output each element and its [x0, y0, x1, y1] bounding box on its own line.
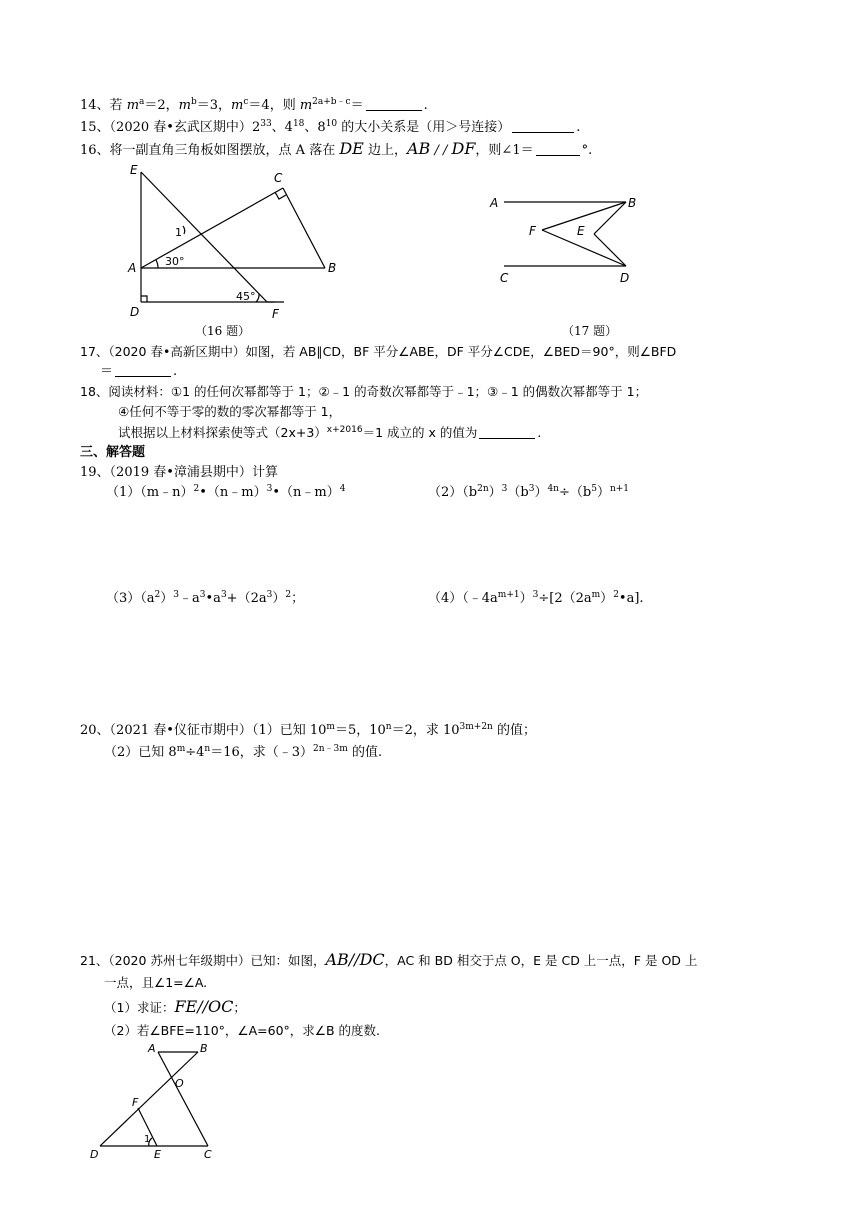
answer-blank[interactable]	[366, 96, 422, 111]
question-21: 21、（2020 苏州七年级期中）已知：如图，AB//DC，AC 和 BD 相交于点 O，E 是 CD 上一点，F 是 OD 上	[80, 950, 698, 969]
question-21-part-2: （2）若∠BFE=110°，∠A=60°，求∠B 的度数.	[104, 1023, 381, 1038]
question-17-line2: ＝ .	[100, 364, 178, 379]
question-21-part-1: （1）求证：FE//OC；	[104, 997, 246, 1016]
label-30deg: 30°	[165, 255, 185, 268]
answer-blank[interactable]	[115, 362, 171, 377]
figure-17	[486, 190, 646, 286]
question-20: 20、（2021 春•仪征市期中）（1）已知 $10^m=5$，$10^n=2$，求 $10^{3m+2n}$ 的值；	[80, 722, 536, 738]
label-a: A	[128, 261, 137, 275]
label-d: D	[90, 1148, 99, 1161]
label-a: A	[148, 1042, 156, 1055]
answer-blank[interactable]	[479, 424, 535, 439]
question-19-part-2: $(2)(b^{2n})^3(b^3)^{4n}\div(b^5)^{n+1}$	[428, 484, 630, 500]
label-f: F	[529, 224, 536, 238]
question-18-line2: ④任何不等于零的数的零次幂都等于 1，	[118, 404, 342, 419]
label-c: C	[500, 271, 509, 285]
label-angle-1: 1	[144, 1134, 151, 1145]
label-e: E	[577, 224, 585, 238]
label-45deg: 45°	[236, 290, 256, 303]
label-c: C	[274, 171, 283, 185]
question-15: 15、（2020 春•玄武区期中）$2^{33}$、$4^{18}$、$8^{10}$ 的大小关系是（用＞号连接） .	[80, 119, 581, 135]
figure-21	[86, 1040, 226, 1164]
label-f: F	[272, 307, 279, 321]
label-d: D	[620, 271, 630, 285]
figure-16-lines	[140, 158, 340, 320]
label-angle-1: 1	[175, 226, 182, 239]
label-b: B	[628, 196, 637, 210]
label-d: D	[130, 305, 140, 319]
caption-16: （16 题）	[195, 324, 251, 338]
label-b: B	[328, 261, 337, 275]
question-14: 14、若 $m^a=2$，$m^b=3$，$m^c=4$，则 $m^{2a+b﹣c}=$ .	[80, 97, 428, 113]
question-19-part-1: （1）（m﹣n）$^2$•（n﹣m）$^3$•（n﹣m）$^4$	[106, 484, 346, 500]
answer-blank[interactable]	[536, 141, 580, 156]
label-o: O	[175, 1077, 184, 1090]
question-20-part-2: （2）已知 $8^m\div 4^n=16$，求（﹣3）$^{2n﹣3m}$ 的值.	[104, 744, 383, 760]
section-heading: 三、解答题	[80, 445, 146, 460]
label-e: E	[154, 1148, 161, 1161]
question-21-line2: 一点，且∠1=∠A.	[104, 975, 208, 990]
label-e: E	[130, 163, 138, 177]
answer-blank[interactable]	[512, 118, 574, 133]
caption-17: （17 题）	[562, 324, 618, 338]
question-17: 17、（2020 春•高新区期中）如图，若 AB∥CD，BF 平分∠ABE，DF 平分∠CDE，∠BED＝90°，则∠BFD	[80, 344, 677, 359]
label-a: A	[490, 196, 499, 210]
question-19-part-3: $(3)(a^2)^3﹣a^3•a^3+(2a^3)^2$；	[106, 590, 305, 606]
question-16: 16、将一副直角三角板如图摆放，点 A 落在 DE 边上，AB / / DF，则∠1＝ °.	[80, 139, 593, 158]
question-18: 18、阅读材料：①1 的任何次幂都等于 1；②﹣1 的奇数次幂都等于﹣1；③﹣1 的偶数次幂都等于 1；	[80, 384, 648, 399]
label-c: C	[204, 1148, 212, 1161]
question-18-line3: 试根据以上材料探索使等式$(2x+3)^{x+2016}=1$ 成立的 x 的值为 .	[118, 425, 542, 440]
label-f: F	[132, 1096, 139, 1109]
question-19: 19、（2019 春•漳浦县期中）计算	[80, 465, 278, 480]
label-b: B	[200, 1042, 208, 1055]
question-19-part-4: $(4)(﹣4a^{m+1})^3\div[2(2a^m)^2•a]$.	[428, 590, 644, 606]
